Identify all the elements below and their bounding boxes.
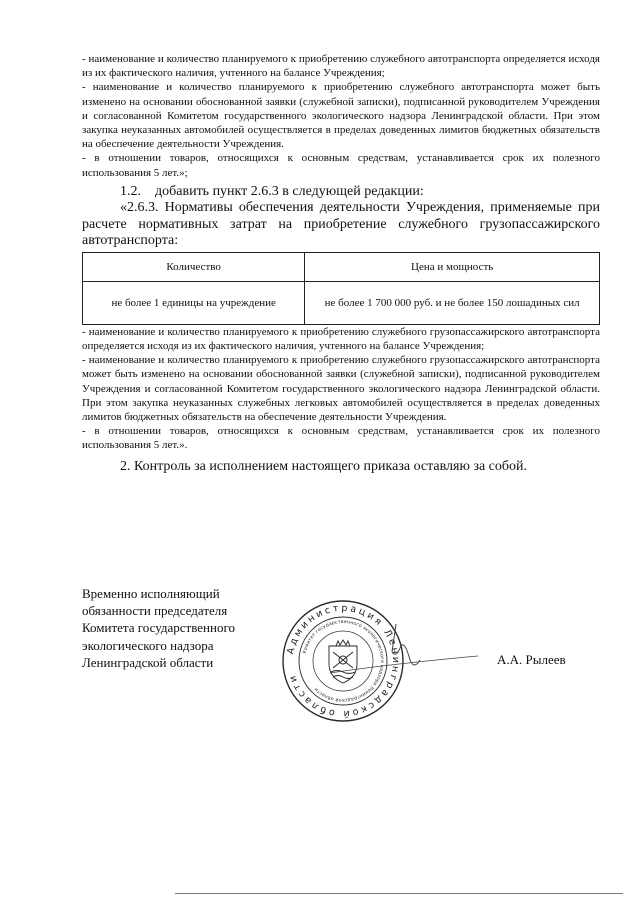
signatory-line: Ленинградской области bbox=[82, 654, 214, 670]
paragraph: - наименование и количество планируемого к приобретению служебного автотранспорта может быть изменено на основании обоснованной заявки (служебной записки), подписанной руководителем Учреждения и согласованной Комитетом государственного экологического надзора Ленинградской области. При этом закупка неуказанных автомобилей осуществляется в пределах доведенных лимитов бюджетных обязательств на обеспечение деятельности Учреждения. bbox=[82, 81, 600, 151]
page-bottom-rule bbox=[175, 893, 623, 894]
document-body bbox=[82, 52, 600, 475]
table-header-cell: Количество bbox=[83, 252, 305, 281]
table-row bbox=[83, 281, 600, 324]
signatory-line: Комитета государственного bbox=[82, 620, 235, 636]
seal-inner-text: Комитет государственного экологического надзора Ленинградской области bbox=[302, 619, 385, 703]
signatory-name: А.А. Рылеев bbox=[497, 652, 566, 667]
paragraph: - в отношении товаров, относящихся к основным средствам, устанавливается срок их полезного использования 5 лет.». bbox=[82, 425, 600, 452]
item-2: 2. Контроль за исполнением настоящего приказа оставляю за собой. bbox=[120, 458, 528, 474]
paragraph: - наименование и количество планируемого к приобретению служебного грузопассажирского автотранспорта может быть изменено на основании обоснованной заявки (служебной записки), подписанной руководителем Учреждения и согласованной Комитетом государственного экологического надзора Ленинградской области. При этом закупка неуказанных служебных легковых автомобилей осуществляется в пределах доведенных лимитов бюджетных обязательств на обеспечение деятельности Учреждения. bbox=[82, 354, 600, 424]
item-2-6-3: «2.6.3. Нормативы обеспечения деятельности Учреждения, применяемые при расчете нормативных затрат на приобретение служебного грузопассажирского автотранспорта: bbox=[82, 200, 600, 249]
signatory-line: экологического надзора bbox=[82, 637, 214, 653]
norms-table bbox=[82, 252, 600, 325]
signatory-title bbox=[82, 585, 282, 671]
table-header-cell: Цена и мощность bbox=[305, 252, 600, 281]
table-cell: не более 1 700 000 руб. и не более 150 лошадиных сил bbox=[305, 281, 600, 324]
handwritten-signature bbox=[300, 618, 480, 678]
item-1-2: 1.2. добавить пункт 2.6.3 в следующей редакции: bbox=[120, 183, 424, 199]
table-cell: не более 1 единицы на учреждение bbox=[83, 281, 305, 324]
table-header-row bbox=[83, 252, 600, 281]
paragraph: - в отношении товаров, относящихся к основным средствам, устанавливается срок их полезного использования 5 лет.»; bbox=[82, 152, 600, 179]
signatory-line: обязанности председателя bbox=[82, 603, 228, 619]
paragraph: - наименование и количество планируемого к приобретению служебного грузопассажирского автотранспорта определяется исходя из их фактического наличия, учтенного на балансе Учреждения; bbox=[82, 325, 600, 353]
signatory-line: Временно исполняющий bbox=[82, 586, 220, 601]
paragraph: - наименование и количество планируемого к приобретению служебного автотранспорта определяется исходя из их фактического наличия, учтенного на балансе Учреждения; bbox=[82, 53, 600, 80]
seal-outer-text: Администрация Ленинградской области bbox=[285, 602, 402, 720]
